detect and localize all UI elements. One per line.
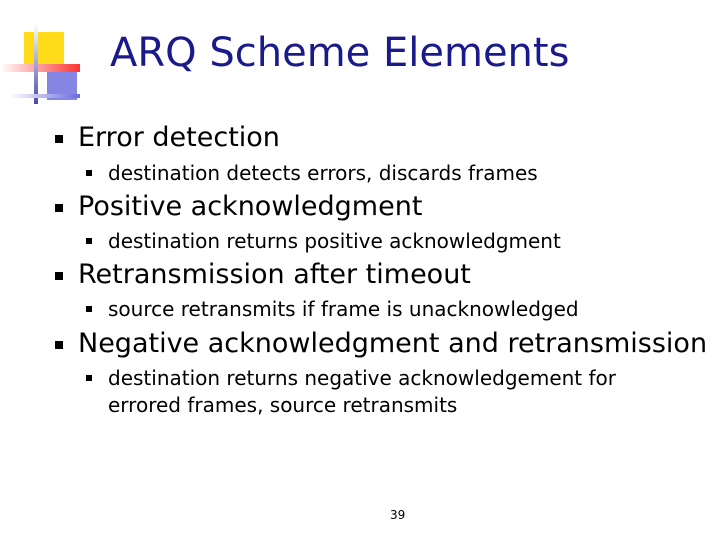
page-number: 39 — [390, 508, 406, 522]
logo-red-bar — [0, 64, 80, 72]
bullet-marker — [55, 341, 63, 349]
sub-bullet-retransmission-timeout: source retransmits if frame is unacknowledged — [108, 297, 579, 321]
bullet-marker — [55, 272, 63, 280]
bullet-marker — [55, 204, 63, 212]
sub-bullet-negative-ack-line2: errored frames, source retransmits — [108, 393, 458, 417]
sub-bullet-negative-ack-line1: destination returns negative acknowledgement for — [108, 366, 616, 390]
bullet-positive-ack: Positive acknowledgment — [78, 191, 423, 222]
slide-logo-decoration — [0, 18, 90, 110]
sub-bullet-marker — [86, 306, 92, 312]
sub-bullet-marker — [86, 375, 92, 381]
sub-bullet-marker — [86, 170, 92, 176]
sub-bullet-positive-ack: destination returns positive acknowledgment — [108, 229, 561, 253]
sub-bullet-marker — [86, 238, 92, 244]
bullet-negative-ack: Negative acknowledgment and retransmission — [78, 328, 708, 359]
sub-bullet-error-detection: destination detects errors, discards frames — [108, 161, 538, 185]
logo-horizontal-bar — [10, 94, 80, 98]
bullet-retransmission-timeout: Retransmission after timeout — [78, 259, 471, 290]
bullet-error-detection: Error detection — [78, 122, 280, 153]
bullet-marker — [55, 135, 63, 143]
slide-title: ARQ Scheme Elements — [110, 30, 570, 76]
logo-vertical-bar — [34, 24, 38, 104]
